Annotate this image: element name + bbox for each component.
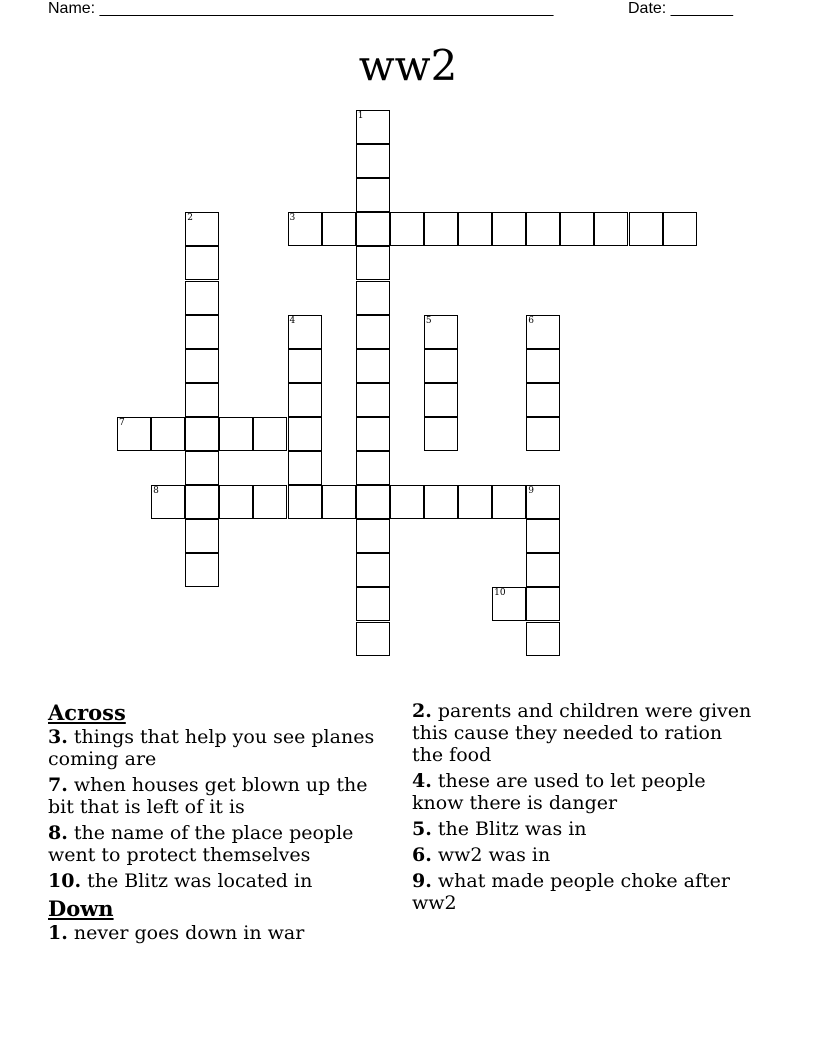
clue-number: 10. bbox=[48, 870, 82, 892]
cell-number: 6 bbox=[528, 315, 534, 326]
grid-cell[interactable] bbox=[526, 587, 560, 621]
clue-text: these are used to let people know there is danger bbox=[412, 770, 706, 814]
grid-cell[interactable] bbox=[526, 383, 560, 417]
grid-cell[interactable] bbox=[424, 349, 458, 383]
clue-text: when houses get blown up the bit that is left of it is bbox=[48, 774, 368, 818]
grid-cell[interactable] bbox=[185, 315, 219, 349]
grid-cell[interactable] bbox=[458, 212, 492, 246]
grid-cell[interactable] bbox=[458, 485, 492, 519]
grid-cell[interactable] bbox=[356, 315, 390, 349]
grid-cell[interactable] bbox=[185, 349, 219, 383]
grid-cell[interactable] bbox=[390, 212, 424, 246]
across-heading: Across bbox=[48, 700, 126, 725]
grid-cell[interactable] bbox=[356, 519, 390, 553]
grid-cell[interactable] bbox=[356, 622, 390, 656]
grid-cell[interactable] bbox=[526, 485, 560, 519]
grid-cell[interactable] bbox=[288, 451, 322, 485]
grid-cell[interactable] bbox=[356, 587, 390, 621]
grid-cell[interactable] bbox=[253, 485, 287, 519]
down-heading: Down bbox=[48, 896, 114, 921]
grid-cell[interactable] bbox=[526, 519, 560, 553]
grid-cell[interactable] bbox=[424, 315, 458, 349]
clue-down-9 bbox=[412, 870, 752, 914]
clue-text: the name of the place people went to protect themselves bbox=[48, 822, 354, 866]
grid-cell[interactable] bbox=[288, 485, 322, 519]
grid-cell[interactable] bbox=[185, 485, 219, 519]
grid-cell[interactable] bbox=[526, 622, 560, 656]
grid-cell[interactable] bbox=[356, 281, 390, 315]
grid-cell[interactable] bbox=[424, 485, 458, 519]
grid-cell[interactable] bbox=[424, 212, 458, 246]
grid-cell[interactable] bbox=[356, 349, 390, 383]
clue-down-1 bbox=[48, 922, 388, 944]
grid-cell[interactable] bbox=[288, 417, 322, 451]
grid-cell[interactable] bbox=[356, 110, 390, 144]
clue-text: never goes down in war bbox=[73, 922, 305, 944]
name-field-label: Name: ___________________________________________________ bbox=[48, 0, 554, 17]
clue-down-6 bbox=[412, 844, 752, 866]
clue-number: 1. bbox=[48, 922, 68, 944]
clue-across-8 bbox=[48, 822, 388, 866]
cell-number: 5 bbox=[425, 315, 432, 326]
grid-cell[interactable] bbox=[356, 417, 390, 451]
clue-number: 6. bbox=[412, 844, 432, 866]
grid-cell[interactable] bbox=[185, 519, 219, 553]
grid-cell[interactable] bbox=[390, 485, 424, 519]
date-field-label: Date: _______ bbox=[628, 0, 733, 17]
cell-number: 2 bbox=[187, 213, 193, 224]
cell-number: 1 bbox=[357, 111, 364, 121]
grid-cell[interactable] bbox=[219, 417, 253, 451]
grid-cell[interactable] bbox=[151, 485, 185, 519]
grid-cell[interactable] bbox=[356, 451, 390, 485]
clues-right-column bbox=[412, 700, 752, 918]
cell-number: 7 bbox=[119, 417, 125, 428]
grid-cell[interactable] bbox=[526, 553, 560, 587]
grid-cell[interactable] bbox=[322, 212, 356, 246]
grid-cell[interactable] bbox=[560, 212, 594, 246]
grid-cell[interactable] bbox=[288, 383, 322, 417]
clue-number: 4. bbox=[412, 770, 432, 792]
grid-cell[interactable] bbox=[663, 212, 697, 246]
clue-down-4 bbox=[412, 770, 752, 814]
grid-cell[interactable] bbox=[356, 144, 390, 178]
cell-number: 4 bbox=[289, 315, 296, 326]
grid-cell[interactable] bbox=[526, 349, 560, 383]
grid-cell[interactable] bbox=[185, 246, 219, 280]
grid-cell[interactable] bbox=[492, 212, 526, 246]
grid-cell[interactable] bbox=[492, 587, 526, 621]
clue-text: the Blitz was located in bbox=[87, 870, 313, 892]
grid-cell[interactable] bbox=[492, 485, 526, 519]
cell-number: 9 bbox=[528, 486, 534, 497]
clue-down-2 bbox=[412, 700, 752, 766]
grid-cell[interactable] bbox=[185, 451, 219, 485]
grid-cell[interactable] bbox=[526, 315, 560, 349]
clue-number: 9. bbox=[412, 870, 432, 892]
grid-cell[interactable] bbox=[151, 417, 185, 451]
grid-cell[interactable] bbox=[185, 553, 219, 587]
grid-cell[interactable] bbox=[185, 212, 219, 246]
clue-text: things that help you see planes coming are bbox=[48, 726, 375, 770]
clue-text: the Blitz was in bbox=[437, 818, 587, 840]
grid-cell[interactable] bbox=[185, 417, 219, 451]
clue-across-3 bbox=[48, 726, 388, 770]
grid-cell[interactable] bbox=[526, 417, 560, 451]
grid-cell[interactable] bbox=[356, 178, 390, 212]
clues-left-column bbox=[48, 700, 388, 948]
cell-number: 3 bbox=[289, 213, 296, 224]
clue-text: ww2 was in bbox=[437, 844, 551, 866]
clue-text: parents and children were given this cause they needed to ration the food bbox=[412, 700, 752, 766]
grid-cell[interactable] bbox=[288, 349, 322, 383]
grid-cell[interactable] bbox=[356, 246, 390, 280]
grid-cell[interactable] bbox=[219, 485, 253, 519]
clue-number: 3. bbox=[48, 726, 68, 748]
grid-cell[interactable] bbox=[356, 212, 390, 246]
grid-cell[interactable] bbox=[253, 417, 287, 451]
grid-cell[interactable] bbox=[117, 417, 151, 451]
clue-down-5 bbox=[412, 818, 752, 840]
grid-cell[interactable] bbox=[356, 553, 390, 587]
clue-across-10 bbox=[48, 870, 388, 892]
clue-number: 8. bbox=[48, 822, 68, 844]
grid-cell[interactable] bbox=[424, 417, 458, 451]
puzzle-title: ww2 bbox=[358, 41, 458, 90]
cell-number: 8 bbox=[153, 486, 159, 497]
grid-cell[interactable] bbox=[424, 383, 458, 417]
grid-cell[interactable] bbox=[185, 281, 219, 315]
clue-text: what made people choke after ww2 bbox=[412, 870, 730, 914]
grid-cell[interactable] bbox=[288, 315, 322, 349]
clue-number: 7. bbox=[48, 774, 68, 796]
cell-number: 10 bbox=[494, 588, 506, 599]
grid-cell[interactable] bbox=[356, 485, 390, 519]
grid-cell[interactable] bbox=[629, 212, 663, 246]
grid-cell[interactable] bbox=[526, 212, 560, 246]
grid-cell[interactable] bbox=[185, 383, 219, 417]
grid-cell[interactable] bbox=[322, 485, 356, 519]
grid-cell[interactable] bbox=[356, 383, 390, 417]
clue-number: 5. bbox=[412, 818, 432, 840]
clue-across-7 bbox=[48, 774, 388, 818]
clue-number: 2. bbox=[412, 700, 432, 722]
grid-cell[interactable] bbox=[594, 212, 628, 246]
grid-cell[interactable] bbox=[288, 212, 322, 246]
